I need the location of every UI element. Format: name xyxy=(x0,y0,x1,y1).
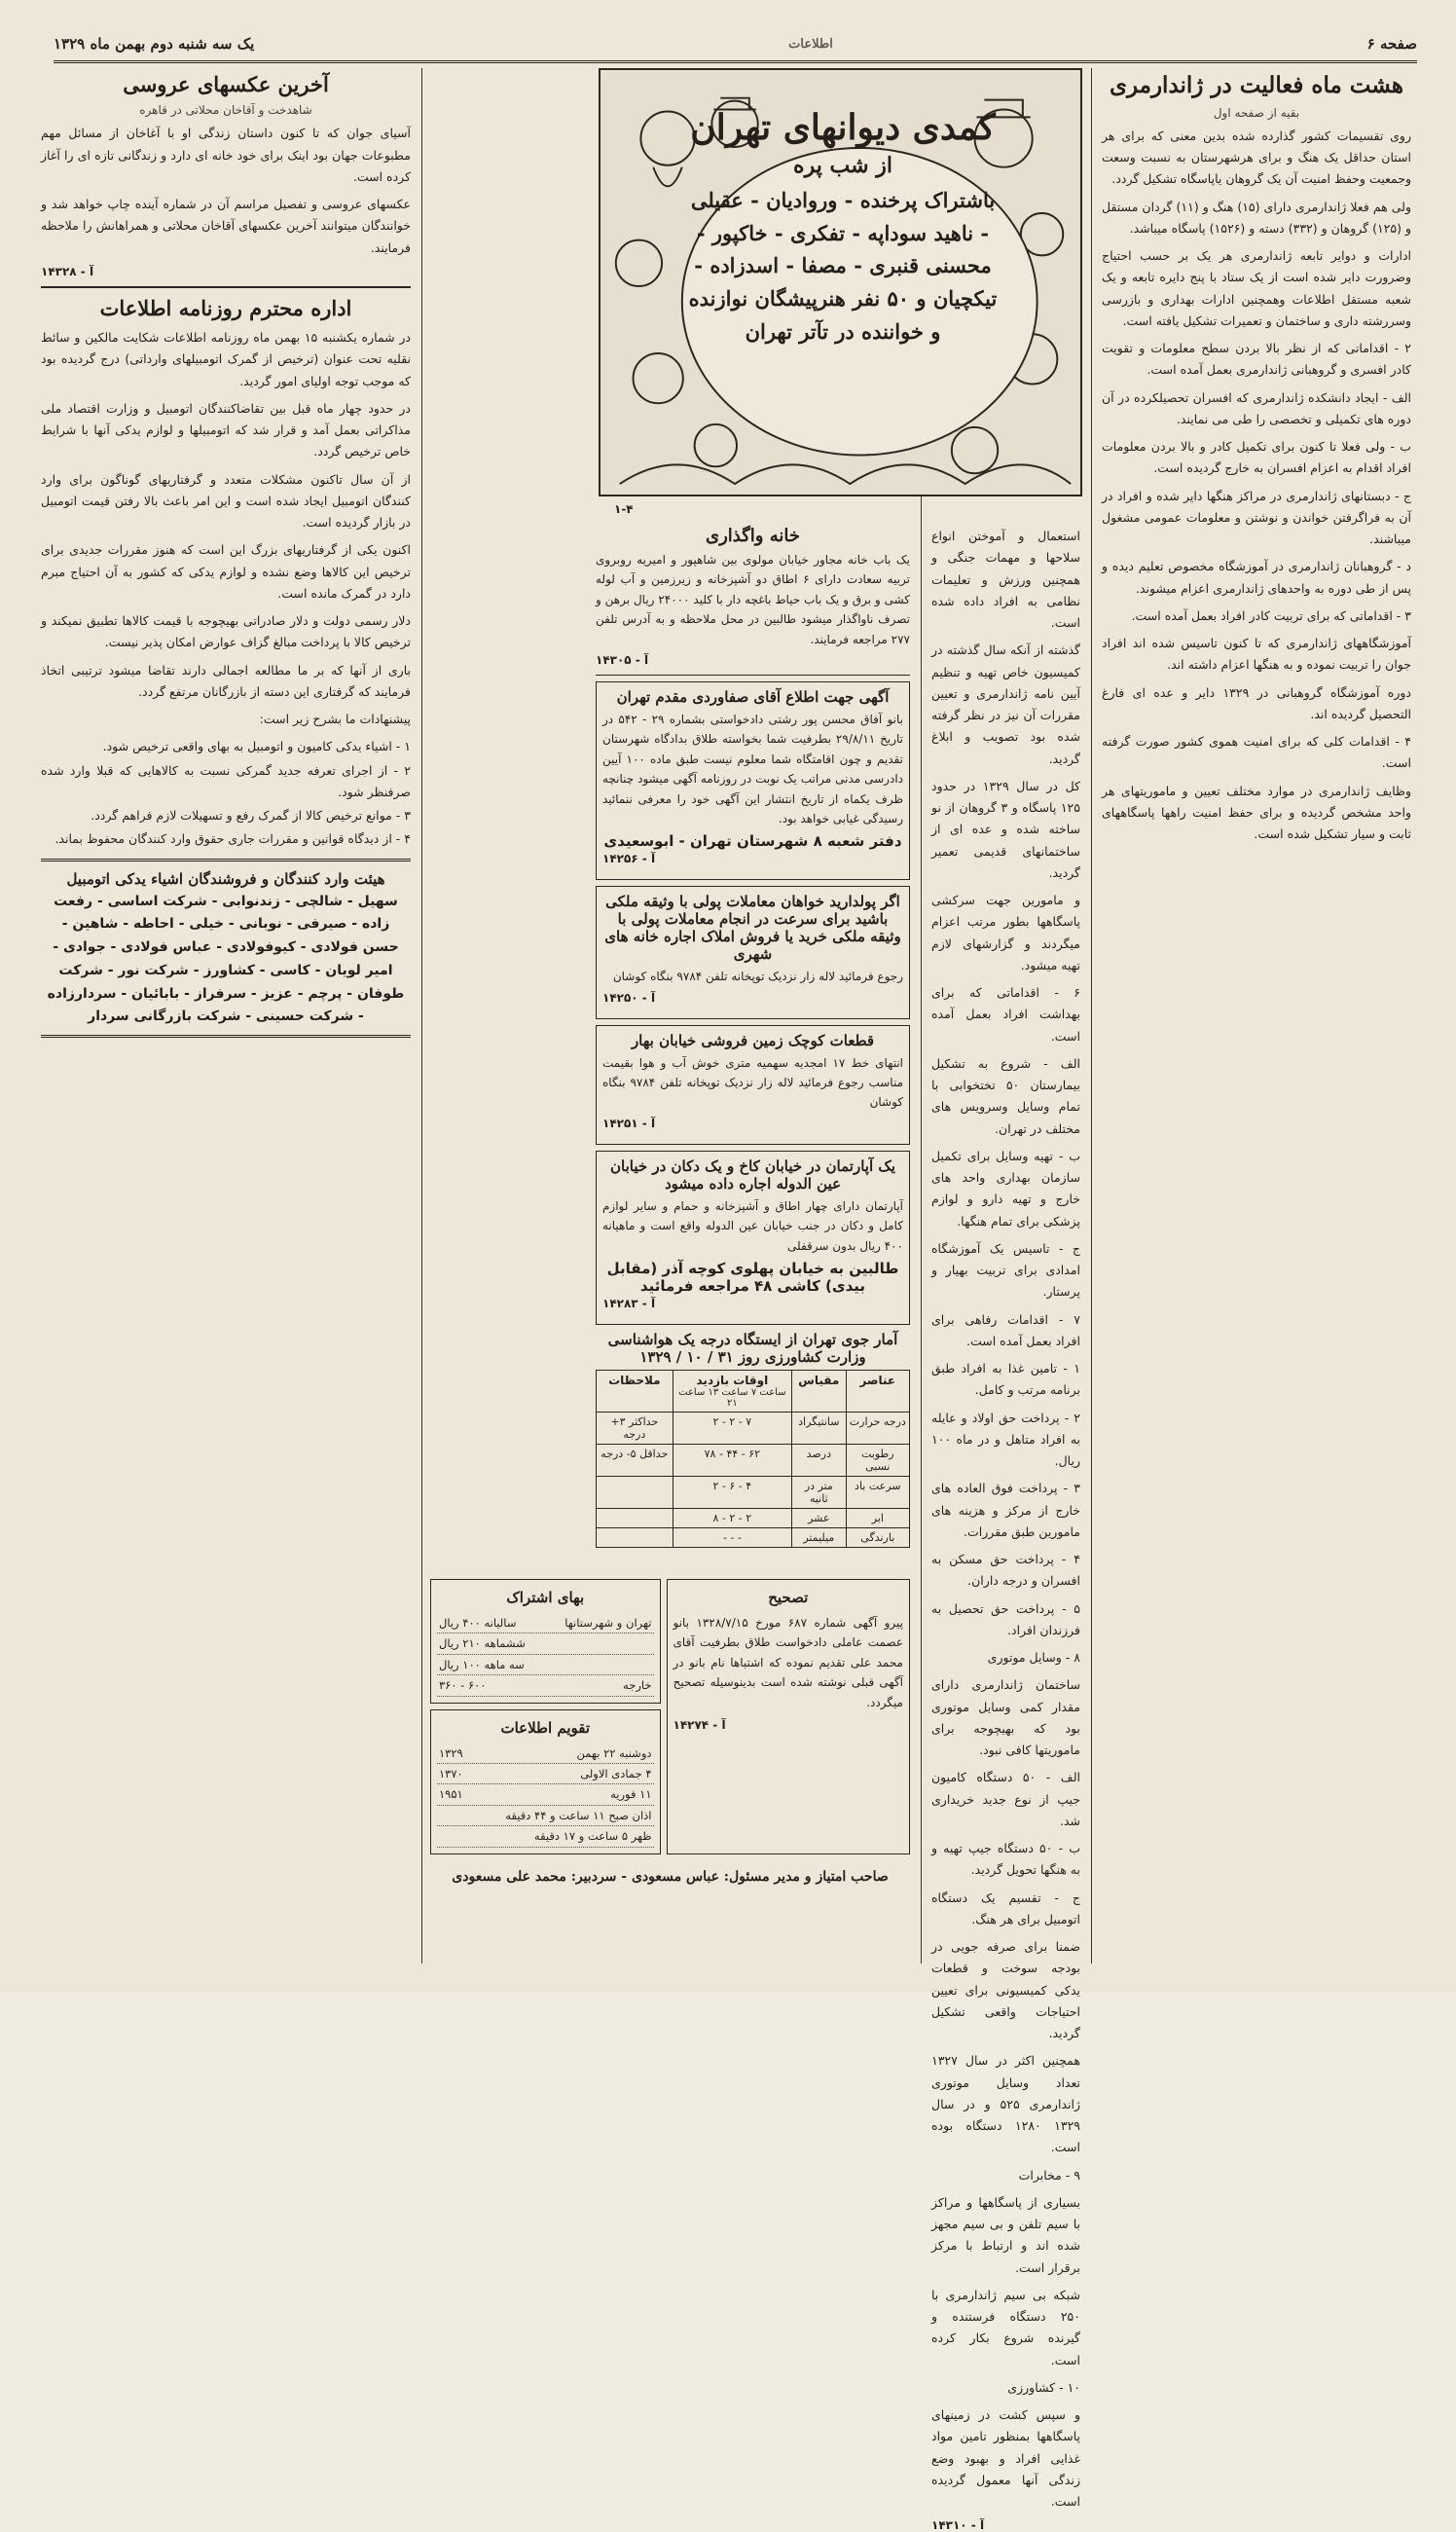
subscription-price: سه ماهه ۱۰۰ ریال xyxy=(439,1657,525,1671)
middle-bottom xyxy=(424,1567,916,1963)
calendar-date: ظهر ۵ ساعت و ۱۷ دقیقه xyxy=(533,1829,652,1844)
calendar-date: دوشنبه ۲۲ بهمن xyxy=(576,1745,652,1760)
paragraph: کل در سال ۱۳۲۹ در حدود ۱۲۵ پاسگاه و ۳ گروهان از نو ساخته شده و عده ای از ساختمانهای قدیمی تعمیر گردید. xyxy=(931,778,1080,880)
masthead-center-mark: اطلاعات xyxy=(788,36,833,52)
paragraph: ولی هم فعلا ژاندارمری دارای (۱۵) هنگ و (۱۱) گردان مستقل و (۱۲۵) گروهان و (۳۳۲) دسته و (۱۵۲۶) پاسگاه میباشد. xyxy=(1102,199,1412,236)
cartoon-area xyxy=(595,68,1086,518)
table-cell: ۴ - ۶ - ۲ xyxy=(673,1477,791,1509)
paragraph: آسیای جوان که تا کنون داستان زندگی او با آغاخان از مسائل مهم مطبوعات جهان بود اینک برای خود خانه ای دارد و زندگانی تازه ای را آغاز کرده است. xyxy=(41,126,411,184)
paragraph: در شماره یکشنبه ۱۵ بهمن ماه روزنامه اطلاعات شکایت مالکین و سائط نقلیه تحت عنوان (ترخیص از گمرک اتومبیلهای وارداتی) درج گردیده بود که موجب توجه اولیای امور گردید. xyxy=(41,330,411,388)
table-cell: حداقل ۵- درجه xyxy=(597,1445,673,1477)
paragraph: روی تقسیمات کشور گذارده شده بدین معنی که برای هر استان حداقل یک هنگ و برای هرشهرستان به نسبت وسعت وجمعیت وحفظ امنیت آن یک گروهان یاپاسگاه تشکیل گردد. xyxy=(1102,128,1411,187)
paragraph: ج - دبستانهای ژاندارمری در مراکز هنگها دایر شده و افراد در آن به فراگرفتن خواندن و نوشتن و معلومات عمومی مشغول میباشند. xyxy=(1102,488,1411,546)
calendar-date: ۱۱ فوریه xyxy=(610,1787,652,1802)
calendar-date: ۴ جمادی الاولی xyxy=(580,1766,652,1780)
apartment-ad xyxy=(596,1151,910,1325)
correction-text: پیرو آگهی شماره ۶۸۷ مورخ ۱۳۲۸/۷/۱۵ بانو عصمت عاملی دادخواست طلاق بطرفیت آقای محمد علی تقدیم نموده که اشتباها نام بانو در آگهی قبلی نوشته شده است بدینوسیله تصحیح میگردد. xyxy=(673,1616,903,1709)
weather-table xyxy=(596,1370,910,1548)
subscription-row xyxy=(437,1633,654,1654)
importers-ad-text: سهیل - شالچی - زندنوابی - شرکت اساسی - رفعت زاده - صیرفی - نوبانی - خیلی - احاطه - شاهین - حسن فولادی - کیوفولادی - عباس فولادی - جوادی - امیر لویان - کاسی - کشاورز - شرکت نور - شرکت طوفان - پرچم - عزیز - سرفراز - بابائیان - سردارزاده - شرکت حسینی - شرکت بازرگانی سردار xyxy=(47,893,405,1025)
table-cell: سانتیگراد xyxy=(792,1413,846,1445)
table-cell xyxy=(597,1509,673,1528)
subscription-title: بهای اشتراک xyxy=(506,1589,585,1606)
paragraph: همچنین اکثر در سال ۱۳۲۷ تعداد وسایل موتوری ژاندارمری ۵۲۵ و در سال ۱۳۲۹ ۱۲۸۰ دستگاه بوده است. xyxy=(931,2053,1080,2155)
paragraph: اکنون یکی از گرفتاریهای بزرگ این است که هنوز مقررات جدیدی برای ترخیص این کالاها وضع نشده و لوازم یدکی که کشور به آن احتیاج مبرم دارد در گمرک مانده است. xyxy=(41,542,411,601)
calendar-row xyxy=(437,1743,654,1764)
subscription-price: ۶۰۰ - ۳۶۰ xyxy=(439,1678,487,1693)
ad-code: آ - ۱۴۲۸۳ xyxy=(602,1297,656,1311)
list-item: ۱ - اشیاء یدکی کامیون و اتومبیل به بهای واقعی ترخیص شود. xyxy=(102,739,411,754)
weather-header-label: اوقات بازدید xyxy=(696,1374,769,1388)
paragraph: ۵ - پرداخت حق تحصیل به فرزندان افراد. xyxy=(931,1600,1080,1637)
paragraph: ۶ - اقداماتی که برای بهداشت افراد بعمل آمده است. xyxy=(931,985,1080,1044)
calendar-row xyxy=(437,1784,654,1805)
paragraph: ۷ - اقدامات رفاهی برای افراد بعمل آمده است. xyxy=(931,1311,1080,1348)
paragraph: ب - ولی فعلا تا کنون برای تکمیل کادر و بالا بردن معلومات افراد اقدام به اعزام افسران به خارج گردیده است. xyxy=(1102,439,1411,476)
paragraph: باری از آنها که بر ما مطالعه اجمالی دارند تقاضا میشود ترتیبی اتخاذ فرمایند که گرفتاری این دسته از بازرگانان مرتفع گردد. xyxy=(41,662,411,699)
paragraph: ۴ - اقدامات کلی که برای امنیت هموی کشور صورت گرفته است. xyxy=(1102,734,1411,771)
paragraph: الف - ایجاد دانشکده ژاندارمری که افسران تحصیلکرده در آن دوره های تکمیلی و تخصصی را طی می نمایند. xyxy=(1102,389,1411,426)
paragraph: ساختمان ژاندارمری دارای مقدار کمی وسایل موتوری بود که بهیچوجه برای ماموریتها کافی نبود. xyxy=(931,1677,1080,1757)
importers-ad xyxy=(41,859,411,1039)
paragraph: بسیاری از پاسگاهها و مراکز با سیم تلفن و بی سیم مجهز شده اند و ارتباط با مرکز برقرار است. xyxy=(931,2194,1080,2275)
paragraph: ۸ - وسایل موتوری xyxy=(987,1650,1080,1665)
table-row xyxy=(597,1528,910,1548)
calendar-year: ۱۳۲۹ xyxy=(439,1745,463,1760)
middle-right-column xyxy=(926,526,1086,2532)
paragraph: ۲ - اقداماتی که از نظر بالا بردن سطح معلومات و تقویت کادر افسری و گروهبانی ژاندارمری بعمل آمده است. xyxy=(1102,341,1411,378)
subscription-calendar xyxy=(430,1573,661,1860)
subscription-row xyxy=(437,1655,654,1675)
article-headline: اداره محترم روزنامه اطلاعات xyxy=(99,295,352,320)
bottom-boxes xyxy=(430,1573,910,1860)
ad-text: بانو آفاق محسن پور رشتی دادخواستی بشماره ۲۹ - ۵۴۲ در تاریخ ۲۹/۸/۱۱ بطرفیت شما بخواسته طلاق بدادگاه شهرستان تقدیم و چون اقامتگاه شما معلوم نیست طبق ماده ۱۰۰ آیین دادرسی مدنی مراتب یک نوبت در روزنامه آگهی میشود چنانچه ظرف یکماه از تاریخ انتشار این آگهی خود را معرفی ننمائید رسیدگی غیابی خواهد بود. xyxy=(602,712,903,826)
table-row xyxy=(597,1445,910,1477)
table-cell: رطوبت نسبی xyxy=(846,1445,909,1477)
table-cell: درجه حرارت xyxy=(846,1413,909,1445)
masthead xyxy=(54,27,1417,63)
table-cell: میلیمتر xyxy=(792,1528,846,1548)
paragraph: ب - تهیه وسایل برای تکمیل سازمان بهداری واحد های خارج و تهیه دارو و لوازم پزشکی برای تمام هنگها. xyxy=(931,1148,1080,1229)
ad-code: آ - ۱۴۲۵۶ xyxy=(602,852,656,866)
calendar-row xyxy=(437,1764,654,1784)
calendar-row xyxy=(437,1806,654,1826)
ad-code: آ - ۱۴۲۷۴ xyxy=(673,1717,726,1732)
subscription-price: سالیانه ۴۰۰ ریال xyxy=(439,1616,517,1630)
table-cell: ۷ - ۲ - ۲ xyxy=(673,1413,791,1445)
table-cell: - - - xyxy=(673,1528,791,1548)
paragraph: ۱۰ - کشاورزی xyxy=(1007,2379,1080,2395)
ad-text: یک باب خانه مجاور خیابان مولوی بین شاهپور و امیریه روبروی تربیه سعادت دارای ۶ اطاق دو آشپزخانه و زیرزمین و آب لوله کشی و برق و یک باب حیاط باغچه دار با کلید ۲۴۰۰۰ ریال برهن و تصرف ناواگذار میشود طالبین در محل ملاحظه و به آدرس تلفن ۲۷۷ مراجعه فرمایند. xyxy=(596,553,910,646)
ad-signature: دفتر شعبه ۸ شهرستان تهران - ابوسعیدی xyxy=(603,832,902,851)
table-cell: ۶۲ - ۴۴ - ۷۸ xyxy=(673,1445,791,1477)
table-cell: متر در ثانیه xyxy=(792,1477,846,1509)
calendar-year: ۱۳۷۰ xyxy=(439,1766,463,1780)
table-cell: سرعت باد xyxy=(846,1477,909,1509)
table-cell: ۲ - ۲ - ۸ xyxy=(673,1509,791,1528)
paragraph: از آن سال تاکنون مشکلات متعدد و گرفتاریهای گوناگون برای وارد کنندگان اتومبیل ایجاد شده است و این امر باعث بالا رفتن قیمت اتومبیل در بازار گردیده است. xyxy=(41,471,411,530)
list-item: ۲ - از اجرای تعرفه جدید گمرکی نسبت به کالاهایی که قبلا وارد شده صرفنظر شود. xyxy=(41,762,411,799)
list-item: ۴ - از دیدگاه قوانین و مقررات جاری حقوق وارد کنندگان محفوظ بماند. xyxy=(55,831,411,847)
paragraph: شبکه بی سیم ژاندارمری با ۲۵۰ دستگاه فرستنده و گیرنده شروع بکار کرده است. xyxy=(931,2287,1080,2367)
paragraph: آموزشگاههای ژاندارمری که تا کنون تاسیس شده اند افراد جوان را تربیت نموده و به هنگها اعزام داشته اند. xyxy=(1102,636,1411,673)
cartoon-cast: باشتراک پرخنده - وروادیان - عقیلی - ناهید سوداپه - تفکری - خاکپور - محسنی قنبری - مصفا - اسدزاده - تیکچیان و ۵۰ نفر هنرپیشگان نوازنده و خواننده در تآتر تهران xyxy=(688,188,998,344)
calendar-row xyxy=(437,1826,654,1847)
weather-header xyxy=(673,1371,791,1413)
table-row xyxy=(597,1413,910,1445)
left-column xyxy=(35,68,417,1963)
subscription-row xyxy=(437,1675,654,1696)
weather-header: ملاحظات xyxy=(597,1371,673,1413)
cartoon-caption xyxy=(658,107,1028,348)
table-cell: درصد xyxy=(792,1445,846,1477)
date-line: یک سه شنبه دوم بهمن ماه ۱۳۲۹ xyxy=(54,35,255,53)
ad-title: اگر پولدارید خواهان معاملات پولی با وثیقه ملکی باشید برای سرعت در انجام معاملات پولی با وثیقه ملکی خرید یا فروش املاک اجاره خانه های شهری xyxy=(604,893,901,964)
table-cell xyxy=(597,1477,673,1509)
ad-title: قطعات کوچک زمین فروشی خیابان بهار xyxy=(631,1031,875,1049)
calendar-date: اذان صبح ۱۱ ساعت و ۴۴ دقیقه xyxy=(505,1808,652,1822)
divider xyxy=(41,286,411,288)
subscription-box xyxy=(430,1579,661,1704)
table-row xyxy=(597,1477,910,1509)
paragraph: و مامورین جهت سرکشی پاسگاهها بطور مرتب اعزام میگردند و گزارشهای لازم تهیه میشود. xyxy=(931,893,1080,972)
paragraph: ۳ - اقداماتی که برای تربیت کادر افراد بعمل آمده است. xyxy=(1131,607,1411,623)
subscription-price: ششماهه ۲۱۰ ریال xyxy=(439,1636,526,1651)
subscription-region: تهران و شهرستانها xyxy=(564,1616,652,1630)
subscription-row xyxy=(437,1613,654,1633)
publisher-line: صاحب امتیاز و مدیر مسئول: عباس مسعودی - سردبیر: محمد علی مسعودی xyxy=(452,1868,889,1885)
weather-subheader: ساعت ۷ ساعت ۱۳ ساعت ۲۱ xyxy=(678,1387,786,1410)
weather-title: آمار جوی تهران از ایستگاه درجه یک هواشناسی وزارت کشاورزی روز ۳۱ / ۱۰ / ۱۳۲۹ xyxy=(607,1331,898,1367)
table-cell xyxy=(597,1528,673,1548)
column-rule xyxy=(421,68,422,1963)
correction-title: تصحیح xyxy=(768,1589,809,1606)
paragraph: دلار رسمی دولت و دلار صادراتی بهیچوجه با قیمت کالاها تطبیق نمیکند و ترخیص کالا با پرداخت مبالغ گزاف عوارض امکان پذیر نیست. xyxy=(41,613,411,650)
article-headline: هشت ماه فعالیت در ژاندارمری xyxy=(1109,72,1404,98)
article-signature: آ - ۱۴۳۱۰ xyxy=(931,2518,985,2532)
table-cell: حداکثر ۳+ درجه xyxy=(597,1413,673,1445)
correction-box xyxy=(667,1579,911,1854)
money-ad xyxy=(596,886,910,1018)
cartoon-subtitle: از شب پره xyxy=(793,153,892,179)
paragraph: استعمال و آموختن انواع سلاحها و مهمات جنگی و همچنین ورزش و تعلیمات نظامی به افراد داده شده است. xyxy=(931,529,1080,630)
paragraph: د - گروهبانان ژاندارمری در آموزشگاه مخصوص تعلیم دیده و پس از طی دوره به واحدهای ژاندارمری اعزام میشوند. xyxy=(1102,559,1411,596)
paragraph: گذشته از آنکه سال گذشته در کمیسیون خاص تهیه و تنظیم آیین نامه ژاندارمری و تعیین مقررات آن نیز در نظر گرفته شده بود تصویب و ابلاغ گردید. xyxy=(931,642,1080,766)
paragraph: عکسهای عروسی و تفصیل مراسم آن در شماره آینده چاپ خواهد شد و خوانندگان میتوانند آخرین عکسهای آقاخان محلاتی و همراهانش را ملاحظه فرمایند. xyxy=(41,197,411,255)
paragraph: ۹ - مخابرات xyxy=(1018,2167,1080,2183)
paragraph: ب - ۵۰ دستگاه جیپ تهیه و به هنگها تحویل گردید. xyxy=(931,1841,1080,1878)
article-signature: آ - ۱۴۳۲۸ xyxy=(41,264,94,278)
paragraph: الف - ۵۰ دستگاه کامیون جیپ از نوع جدید خریداری شد. xyxy=(931,1770,1080,1828)
ad-title: خانه واگذاری xyxy=(705,526,801,546)
subscription-region: خارجه xyxy=(623,1678,652,1693)
ad-title: یک آپارتمان در خیابان کاخ و یک دکان در خیابان عین الدوله اجاره داده میشود xyxy=(610,1156,895,1193)
list-item: ۳ - موانع ترخیص کالا از گمرک رفع و تسهیلات لازم فراهم گردد. xyxy=(91,808,411,823)
paragraph: ج - تاسیس یک آموزشگاه امدادی برای تربیت بهیار و پرستار. xyxy=(931,1240,1080,1300)
page-label: صفحه ۶ xyxy=(1366,35,1417,53)
paragraph: ادارات و دوایر تابعه ژاندارمری هر یک بر حسب احتیاج وضرورت دایر شده است از یک ستاد با پنج دایره تابعه و یک شعبه مستقل اطلاعات وهمچنین ادارات بهداری و بازرسی وسررشته داری و ساختمان و تعمیرات تشکیل یافته است. xyxy=(1102,248,1411,328)
land-ad xyxy=(596,1025,910,1145)
ad-code: آ - ۱۴۲۵۰ xyxy=(602,990,656,1005)
calendar-box xyxy=(430,1709,661,1854)
weather-header: مقیاس xyxy=(792,1371,846,1413)
table-cell: بارندگی xyxy=(846,1528,909,1548)
ad-address: طالبین به خیابان پهلوی کوچه آذر (مقابل بیدی) کاشی ۴۸ مراجعه فرمائید xyxy=(606,1260,899,1296)
article-headline: آخرین عکسهای عروسی xyxy=(123,72,329,96)
paragraph: پیشنهادات ما بشرح زیر است: xyxy=(259,712,411,726)
paragraph: دوره آموزشگاه گروهبانی در ۱۳۲۹ دایر و عده ای فارغ التحصیل گردیده اند. xyxy=(1102,684,1411,721)
paragraph: وظایف ژاندارمری در موارد مختلف تعیین و ماموریتهای هر واحد مشخص گردیده و برای حفظ امنیت راهها پاسگاههای ثابت و سیار تشکیل شده است. xyxy=(1102,783,1411,841)
article-subhead: بقیه از صفحه اول xyxy=(1213,105,1300,120)
cartoon-code: ۱-۴ xyxy=(614,502,634,516)
paragraph: ج - تقسیم یک دستگاه اتومبیل برای هر هنگ. xyxy=(931,1890,1080,1927)
ad-text: رجوع فرمائید لاله زار نزدیک توپخانه تلفن ۹۷۸۴ بنگاه کوشان xyxy=(612,970,903,984)
paragraph: ۲ - پرداخت حق اولاد و عایله به افراد متاهل و در ماه ۱۰۰ ریال. xyxy=(931,1410,1080,1468)
paragraph: ۴ - پرداخت حق مسکن به افسران و درجه داران. xyxy=(931,1552,1080,1589)
ad-text: آپارتمان دارای چهار اطاق و آشپزخانه و حمام و سایر لوازم کامل و دکان در جنب خیابان عین الدوله واقع است و ماهیانه ۴۰۰ ریال بدون سرقفلی xyxy=(602,1198,903,1253)
column-rule xyxy=(1091,68,1092,1963)
calendar-title: تقویم اطلاعات xyxy=(500,1718,591,1737)
ad-code: آ - ۱۴۲۵۱ xyxy=(602,1116,656,1130)
article-subhead: شاهدخت و آقاخان محلاتی در قاهره xyxy=(139,103,312,118)
right-column xyxy=(1096,68,1417,1963)
weather-header: عناصر xyxy=(846,1371,909,1413)
cartoon-title: کمدی دیوانهای تهران xyxy=(690,107,996,148)
table-cell: عشر xyxy=(792,1509,846,1528)
court-notice xyxy=(596,681,910,880)
table-cell: ابر xyxy=(846,1509,909,1528)
paragraph: در حدود چهار ماه قبل بین تقاضاکنندگان اتومبیل و وزارت اقتصاد ملی مذاکراتی بعمل آمد و قرار شد که اتومبیلها و لوازم یدکی آنها با شرایط خاص ترخیص گردد. xyxy=(41,400,411,459)
ad-code: آ - ۱۴۳۰۵ xyxy=(596,652,649,667)
table-row xyxy=(597,1509,910,1528)
divider xyxy=(596,675,910,676)
paragraph: الف - شروع به تشکیل بیمارستان ۵۰ تختخوابی با تمام وسایل وسرویس های مختلف در تهران. xyxy=(931,1055,1081,1136)
paragraph: و سپس کشت در زمینهای پاسگاهها بمنظور تامین مواد غذایی افراد و بهبود وضع زندگی آنها معمول گردیده است. xyxy=(931,2407,1080,2509)
paragraph: ۳ - پرداخت فوق العاده های خارج از مرکز و هزینه های مامورین طبق مقررات. xyxy=(931,1481,1080,1539)
importers-ad-title: هیئت وارد کنندگان و فروشندگان اشیاء یدکی اتومبیل xyxy=(66,869,385,888)
paragraph: ۱ - تامین غذا به افراد طبق برنامه مرتب و کامل. xyxy=(931,1361,1080,1398)
ad-text: انتهای خط ۱۷ امجدیه سهمیه متری خوش آب و هوا بقیمت مناسب رجوع فرمائید لاله زار نزدیک توپخانه تلفن ۹۷۸۴ بنگاه کوشان xyxy=(602,1055,904,1110)
calendar-year: ۱۹۵۱ xyxy=(439,1787,463,1802)
ad-title: آگهی جهت اطلاع آقای صفاوردی مقدم تهران xyxy=(616,687,890,706)
paragraph: ضمنا برای صرفه جویی در بودجه سوخت و قطعات یدکی کمیسیونی برای تعیین احتیاجات واقعی تشکیل گردید. xyxy=(931,1939,1080,2040)
